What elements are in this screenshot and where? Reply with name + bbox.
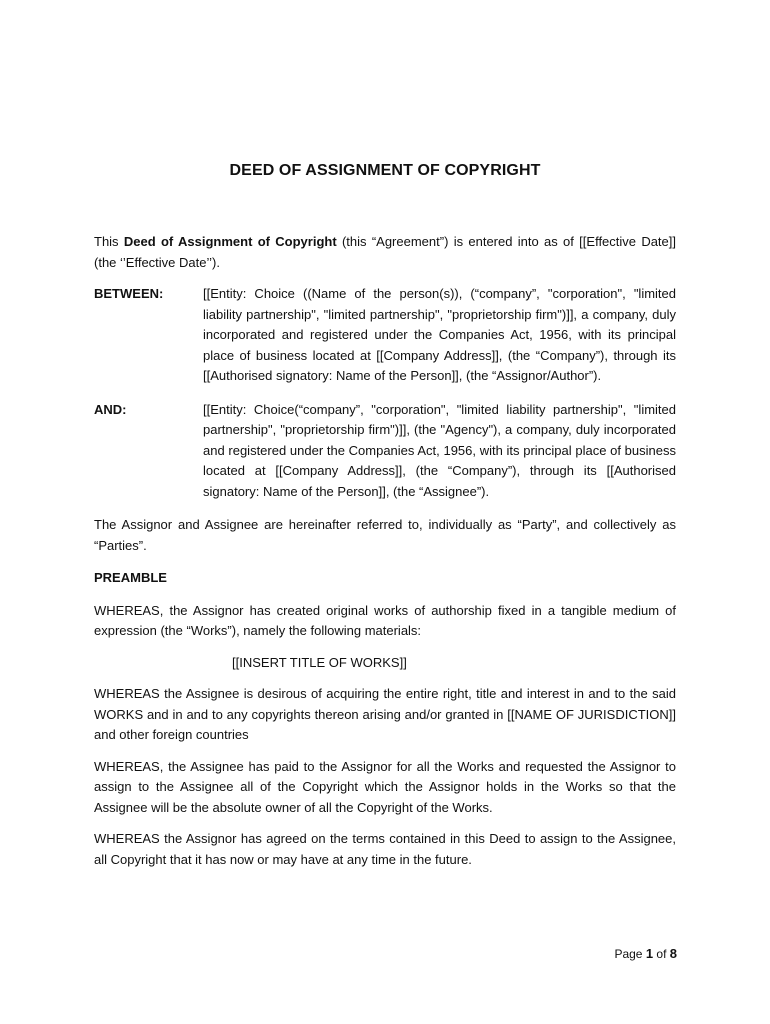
party-label-and: AND: (94, 401, 127, 417)
intro-suffix: (this “Agreement”) is entered into as of [[Effective Date]] (the ‘’Effective Date’’). (94, 234, 677, 270)
of-word: of (656, 947, 667, 961)
intro-bold-title: Deed of Assignment of Copyright (123, 234, 337, 249)
works-title-placeholder: [[INSERT TITLE OF WORKS]] (232, 654, 407, 670)
intro-paragraph (94, 232, 676, 273)
document-body (94, 232, 676, 881)
party-between (94, 284, 676, 387)
document-title: DEED OF ASSIGNMENT OF COPYRIGHT (229, 162, 541, 179)
party-and (94, 400, 676, 503)
whereas-paragraph-4: WHEREAS the Assignor has agreed on the terms contained in this Deed to assign to the Assignee, all Copyright that it has now or may have at any time in the future. (94, 831, 676, 867)
page-word: Page (614, 947, 643, 961)
parties-definition-paragraph: The Assignor and Assignee are hereinafter referred to, individually as “Party”, and collectively as “Parties”. (94, 517, 676, 553)
whereas-paragraph-3: WHEREAS, the Assignee has paid to the Assignor for all the Works and requested the Assignor to assign to the Assignee all of the Copyright which the Assignor holds in the Works so that the Assignee will be the absolute owner of all the Copyright of the Works. (94, 758, 676, 815)
intro-prefix: This (94, 234, 124, 249)
total-pages-number: 8 (669, 946, 677, 961)
whereas-paragraph-2: WHEREAS the Assignee is desirous of acquiring the entire right, title and interest in and to the said WORKS and in and to any copyrights thereon arising and/or granted in [[NAME OF JURISDICTION]] and other foreign countries (94, 686, 676, 742)
party-text-and: [[Entity: Choice(“company”, "corporation", "limited liability partnership", "limited partnership", "proprietorship firm")]], (the "Agency"), a company, duly incorporated and registered under the Companies Act, 1956, with its principal place of business located at [[Company Address]], (the “Company”), through its [[Authorised signatory: Name of the Person]], (the “Assignee”). (203, 401, 676, 499)
party-label-between: BETWEEN: (94, 286, 164, 301)
party-text-between: [[Entity: Choice ((Name of the person(s)), (“company”, "corporation", "limited liability partnership", "limited partnership", "proprietorship firm")]], a company, duly incorporated and registered under the Companies Act, 1956, with its principal place of business located at [[Company Address]], (the “Company”), through its [[Authorised signatory: Name of the Person]], (the “Assignor/Author”). (203, 286, 676, 383)
current-page-number: 1 (645, 946, 654, 961)
whereas-paragraph-1: WHEREAS, the Assignor has created original works of authorship fixed in a tangible medium of expression (the “Works”), namely the following materials: (94, 602, 676, 638)
preamble-heading: PREAMBLE (94, 570, 167, 585)
page-number-footer (614, 946, 677, 961)
